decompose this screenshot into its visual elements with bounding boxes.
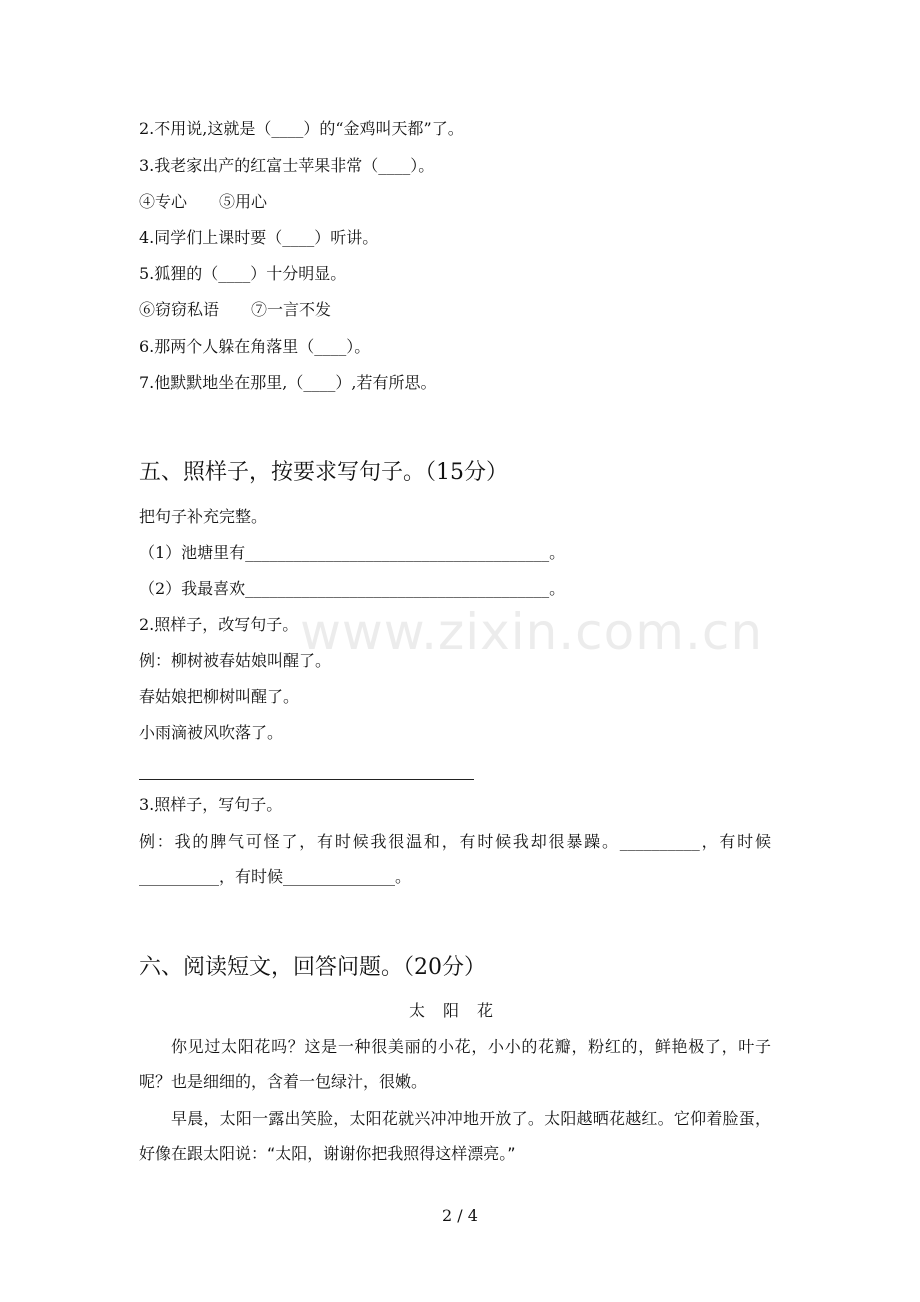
passage-paragraph-1: 你见过太阳花吗？这是一种很美丽的小花，小小的花瓣，粉红的，鲜艳极了，叶子呢？也是细细的，含着一包绿汁，很嫩。	[139, 1037, 771, 1091]
question-line-5: 5.狐狸的（____）十分明显。	[139, 264, 347, 283]
word-choice-line: ④专心 ⑤用心	[139, 192, 268, 211]
section-5-q3: 3.照样子，写句子。	[139, 795, 283, 814]
section-5-q2-example: 例：柳树被春姑娘叫醒了。	[139, 651, 332, 670]
word-choice-line: ⑥窃窃私语 ⑦一言不发	[139, 300, 332, 319]
watermark: www.zixin.com.cn	[300, 603, 764, 661]
question-line-3: 3.我老家出产的红富士苹果非常（____）。	[139, 156, 435, 175]
question-line-7: 7.他默默地坐在那里,（____）,若有所思。	[139, 373, 437, 392]
section-5-heading: 五、照样子，按要求写句子。（15分）	[139, 460, 508, 485]
passage-paragraph-2: 早晨，太阳一露出笑脸，太阳花就兴冲冲地开放了。太阳越晒花越红。它仰着脸蛋，好像在跟太阳说：“太阳，谢谢你把我照得这样漂亮。”	[139, 1109, 771, 1163]
question-line-2: 2.不用说,这就是（____）的“金鸡叫天都”了。	[139, 119, 464, 138]
section-5-q3-text: 例：我的脾气可怪了，有时候我很温和，有时候我却很暴躁。__________，有时候__________，有时候______________。	[139, 832, 771, 886]
section-6-heading: 六、阅读短文，回答问题。（20分）	[139, 955, 486, 980]
answer-line	[139, 779, 474, 780]
section-5-q1a: （1）池塘里有______________________________________。	[139, 543, 566, 562]
passage-title: 太阳花	[408, 1001, 511, 1020]
question-line-4: 4.同学们上课时要（____）听讲。	[139, 228, 379, 247]
section-5-q1b: （2）我最喜欢______________________________________。	[139, 579, 566, 598]
section-5-q2-answer: 春姑娘把柳树叫醒了。	[139, 687, 300, 706]
section-5-q1: 把句子补充完整。	[139, 507, 268, 526]
page-number: 2 / 4	[442, 1206, 478, 1225]
section-5-q2-task: 小雨滴被风吹落了。	[139, 723, 284, 742]
section-5-q2: 2.照样子，改写句子。	[139, 615, 299, 634]
question-line-6: 6.那两个人躲在角落里（____）。	[139, 337, 371, 356]
